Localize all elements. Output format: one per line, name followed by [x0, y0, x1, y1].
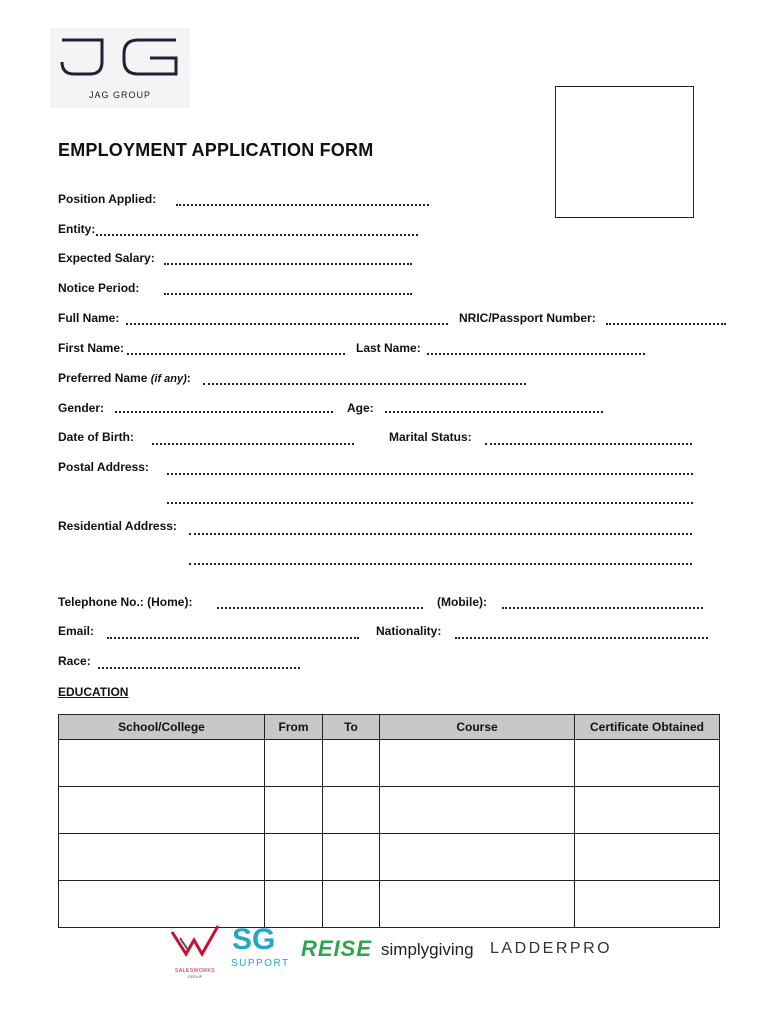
logo-caption: JAG GROUP: [88, 90, 151, 100]
gender-field[interactable]: [115, 411, 333, 413]
expected-salary-label: Expected Salary:: [58, 251, 155, 265]
position-applied-field[interactable]: [176, 204, 429, 206]
education-header-row: [59, 715, 720, 740]
table-cell[interactable]: [265, 881, 323, 928]
sg-logo-text: SG: [232, 923, 276, 956]
education-heading: EDUCATION: [58, 685, 129, 699]
sg-support-text: SUPPORT: [231, 958, 290, 969]
jag-logo-mark: [50, 28, 190, 88]
telephone-home-field[interactable]: [217, 607, 423, 609]
salesworks-logo: [166, 924, 224, 979]
race-label: Race:: [58, 654, 91, 668]
table-cell[interactable]: [380, 834, 575, 881]
race-field[interactable]: [98, 667, 300, 669]
table-cell[interactable]: [323, 881, 380, 928]
notice-period-field[interactable]: [164, 293, 412, 295]
ladderpro-logo-text: LADDERPRO: [490, 940, 613, 957]
residential-address-line-1[interactable]: [189, 533, 692, 535]
table-cell[interactable]: [575, 881, 720, 928]
table-cell[interactable]: [59, 740, 265, 787]
page-title: EMPLOYMENT APPLICATION FORM: [58, 140, 374, 160]
table-cell[interactable]: [265, 834, 323, 881]
table-cell[interactable]: [575, 834, 720, 881]
table-cell[interactable]: [380, 787, 575, 834]
email-label: Email:: [58, 624, 95, 638]
column-from: From: [265, 715, 323, 740]
nationality-field[interactable]: [455, 637, 708, 639]
residential-address-label: Residential Address:: [58, 519, 177, 533]
expected-salary-field[interactable]: [164, 263, 412, 265]
postal-address-label: Postal Address:: [58, 460, 149, 474]
entity-field[interactable]: [96, 234, 418, 236]
reise-logo-text: REISE: [301, 936, 373, 961]
age-field[interactable]: [385, 411, 603, 413]
postal-address-line-2[interactable]: [167, 502, 693, 504]
table-cell[interactable]: [380, 881, 575, 928]
column-course: Course: [380, 715, 575, 740]
salesworks-mark-icon: [166, 924, 224, 962]
table-row: [59, 787, 720, 834]
nric-passport-label: NRIC/Passport Number:: [459, 311, 596, 325]
nationality-label: Nationality:: [376, 624, 442, 638]
preferred-name-note: (if any): [150, 373, 187, 385]
full-name-label: Full Name:: [58, 311, 120, 325]
table-cell[interactable]: [59, 881, 265, 928]
table-row: [59, 740, 720, 787]
table-cell[interactable]: [323, 740, 380, 787]
first-name-field[interactable]: [127, 353, 345, 355]
table-cell[interactable]: [59, 834, 265, 881]
position-applied-label: Position Applied:: [58, 192, 157, 206]
preferred-name-colon: :: [186, 371, 191, 385]
nric-passport-field[interactable]: [606, 323, 726, 325]
preferred-name-label: [58, 371, 191, 385]
date-of-birth-label: Date of Birth:: [58, 430, 134, 444]
marital-status-label: Marital Status:: [389, 430, 472, 444]
column-school-college: School/College: [59, 715, 265, 740]
last-name-label: Last Name:: [356, 341, 421, 355]
telephone-home-label: Telephone No.: (Home):: [58, 595, 193, 609]
last-name-field[interactable]: [427, 353, 645, 355]
age-label: Age:: [347, 401, 374, 415]
entity-label: Entity:: [58, 222, 96, 236]
mobile-label: (Mobile):: [437, 595, 487, 609]
residential-address-line-2[interactable]: [189, 563, 692, 565]
full-name-field[interactable]: [126, 323, 448, 325]
postal-address-line-1[interactable]: [167, 473, 693, 475]
table-cell[interactable]: [575, 787, 720, 834]
mobile-field[interactable]: [502, 607, 703, 609]
table-cell[interactable]: [323, 834, 380, 881]
table-cell[interactable]: [59, 787, 265, 834]
email-field[interactable]: [107, 637, 359, 639]
salesworks-text: SALESWORKS: [174, 968, 215, 974]
table-cell[interactable]: [265, 787, 323, 834]
gender-label: Gender:: [58, 401, 105, 415]
column-to: To: [323, 715, 380, 740]
marital-status-field[interactable]: [485, 443, 692, 445]
column-certificate-obtained: Certificate Obtained: [575, 715, 720, 740]
table-cell[interactable]: [380, 740, 575, 787]
first-name-label: First Name:: [58, 341, 125, 355]
table-cell[interactable]: [575, 740, 720, 787]
table-row: [59, 834, 720, 881]
date-of-birth-field[interactable]: [152, 443, 354, 445]
table-row: [59, 881, 720, 928]
preferred-name-text: Preferred Name: [58, 371, 148, 385]
photo-box[interactable]: [555, 86, 694, 218]
education-table: [58, 714, 720, 928]
table-cell[interactable]: [265, 740, 323, 787]
notice-period-label: Notice Period:: [58, 281, 140, 295]
table-cell[interactable]: [323, 787, 380, 834]
simplygiving-logo-text: simplygiving: [381, 940, 474, 959]
salesworks-sub-text: GROUP: [187, 974, 203, 979]
preferred-name-field[interactable]: [203, 383, 526, 385]
